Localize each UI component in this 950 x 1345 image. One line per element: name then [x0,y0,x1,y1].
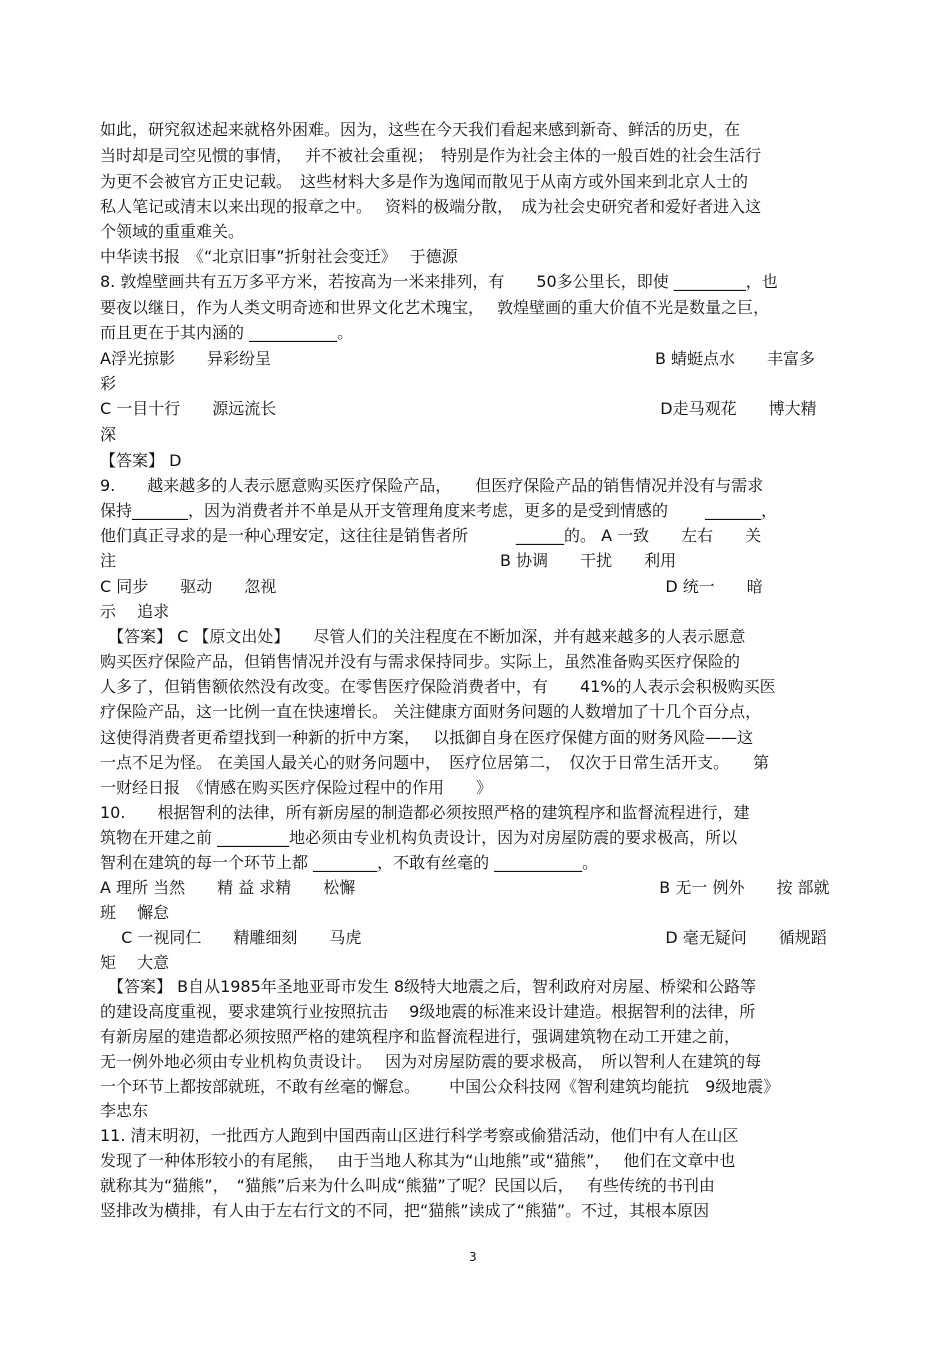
text-line: 智利在建筑的每一个环节上都 ________，不敢有丝毫的 ___________。 [100,853,599,872]
text-line: 注 B 协调 干扰 利用 [100,551,677,570]
text-line: 无一例外地必须由专业机构负责设计。 因为对房屋防震的要求极高， 所以智利人在建筑的每 [100,1052,762,1071]
text-line: 筑物在开建之前 _________地必须由专业机构负责设计，因为对房屋防震的要求极高，所以 [100,828,738,847]
text-line: 深 [100,425,117,444]
text-line: 人多了，但销售额依然没有改变。在零售医疗保险消费者中，有 41%的人表示会积极购买医 [100,677,776,696]
text-line: C 同步 驱动 忽视 D 统一 暗 [100,577,763,596]
text-line: 而且更在于其内涵的 ___________。 [100,323,354,342]
text-line: 私人笔记或清末以来出现的报章之中。 资料的极端分散， 成为社会史研究者和爱好者进入这 [100,197,762,216]
text-line: 有新房屋的建造都必须按照严格的建筑程序和监督流程进行，强调建筑物在动工开建之前， [100,1027,741,1046]
text-line: 示 追求 [100,602,170,621]
text-line: 【答案】 C 【原文出处】 尽管人们的关注程度在不断加深，并有越来越多的人表示愿意 [100,627,746,646]
text-line: 10. 根据智利的法律，所有新房屋的制造都必须按照严格的建筑程序和监督流程进行，建 [100,803,750,822]
text-line: 如此，研究叙述起来就格外困难。因为，这些在今天我们看起来感到新奇、鲜活的历史，在 [100,120,741,139]
text-line: 他们真正寻求的是一种心理安定，这往往是销售者所 ______的。 A 一致 左右 关 [100,526,762,545]
text-line: A浮光掠影 异彩纷呈 B 蜻蜓点水 丰富多 [100,349,816,368]
text-line: 中华读书报 《“北京旧事”折射社会变迁》 于德源 [100,247,458,266]
text-line: 发现了一种体形较小的有尾熊， 由于当地人称其为“山地熊”或“猫熊”， 他们在文章中也 [100,1151,736,1170]
text-line: 8. 敦煌壁画共有五万多平方米，若按高为一米来排列，有 50多公里长，即使 _________，也 [100,272,778,291]
text-line: 彩 [100,374,117,393]
text-line: A 理所 当然 精 益 求精 松懈 B 无一 例外 按 部就 [100,878,830,897]
text-line: 竖排改为横排，有人由于左右行文的不同，把“猫熊”读成了“熊猫”。不过，其根本原因 [100,1201,710,1220]
text-line: 的建设高度重视，要求建筑行业按照抗击 9级地震的标准来设计建造。根据智利的法律，所 [100,1002,756,1021]
text-line: 一个环节上都按部就班，不敢有丝毫的懈怠。 中国公众科技网《智利建筑均能抗 9级地震》 [100,1077,780,1096]
text-line: 个领域的重重难关。 [100,222,245,241]
text-line: 就称其为“猫熊”， “猫熊”后来为什么叫成“熊猫”了呢？民国以后， 有些传统的书刊由 [100,1176,715,1195]
text-line: 【答案】 B自从1985年圣地亚哥市发生 8级特大地震之后，智利政府对房屋、桥梁和公路等 [100,977,757,996]
text-line: 矩 大意 [100,953,170,972]
text-line: 保持_______，因为消费者并不单是从开支管理角度来考虑，更多的是受到情感的 _______， [100,501,778,520]
page-number: 3 [469,1250,477,1264]
text-line: 9. 越来越多的人表示愿意购买医疗保险产品， 但医疗保险产品的销售情况并没有与需求 [100,476,764,495]
text-line: 班 懈怠 [100,903,170,922]
text-line: 【答案】 D [100,451,182,470]
text-line: 要夜以继日，作为人类文明奇迹和世界文化艺术瑰宝， 敦煌壁画的重大价值不光是数量之巨， [100,298,770,317]
text-line: 一财经日报 《情感在购买医疗保险过程中的作用 》 [100,778,493,797]
text-line: C 一目十行 源远流长 D走马观花 博大精 [100,399,817,418]
text-line: 一点不足为怪。 在美国人最关心的财务问题中， 医疗位居第二， 仅次于日常生活开支。 第 [100,753,770,772]
text-line: 为更不会被官方正史记载。 这些材料大多是作为逸闻而散见于从南方或外国来到北京人士的 [100,172,749,191]
text-line: 购买医疗保险产品，但销售情况并没有与需求保持同步。实际上，虽然准备购买医疗保险的 [100,652,741,671]
text-line: 11. 清末明初，一批西方人跑到中国西南山区进行科学考察或偷猎活动，他们中有人在山区 [100,1126,739,1145]
text-line: 这使得消费者更希望找到一种新的折中方案， 以抵御自身在医疗保健方面的财务风险——这 [100,728,754,747]
text-line: 疗保险产品，这一比例一直在快速增长。 关注健康方面财务问题的人数增加了十几个百分点， [100,702,762,721]
text-line: C 一视同仁 精雕细刻 马虎 D 毫无疑问 循规蹈 [100,928,827,947]
text-line: 李忠东 [100,1101,149,1120]
text-line: 当时却是司空见惯的事情， 并不被社会重视； 特别是作为社会主体的一般百姓的社会生活行 [100,146,762,165]
